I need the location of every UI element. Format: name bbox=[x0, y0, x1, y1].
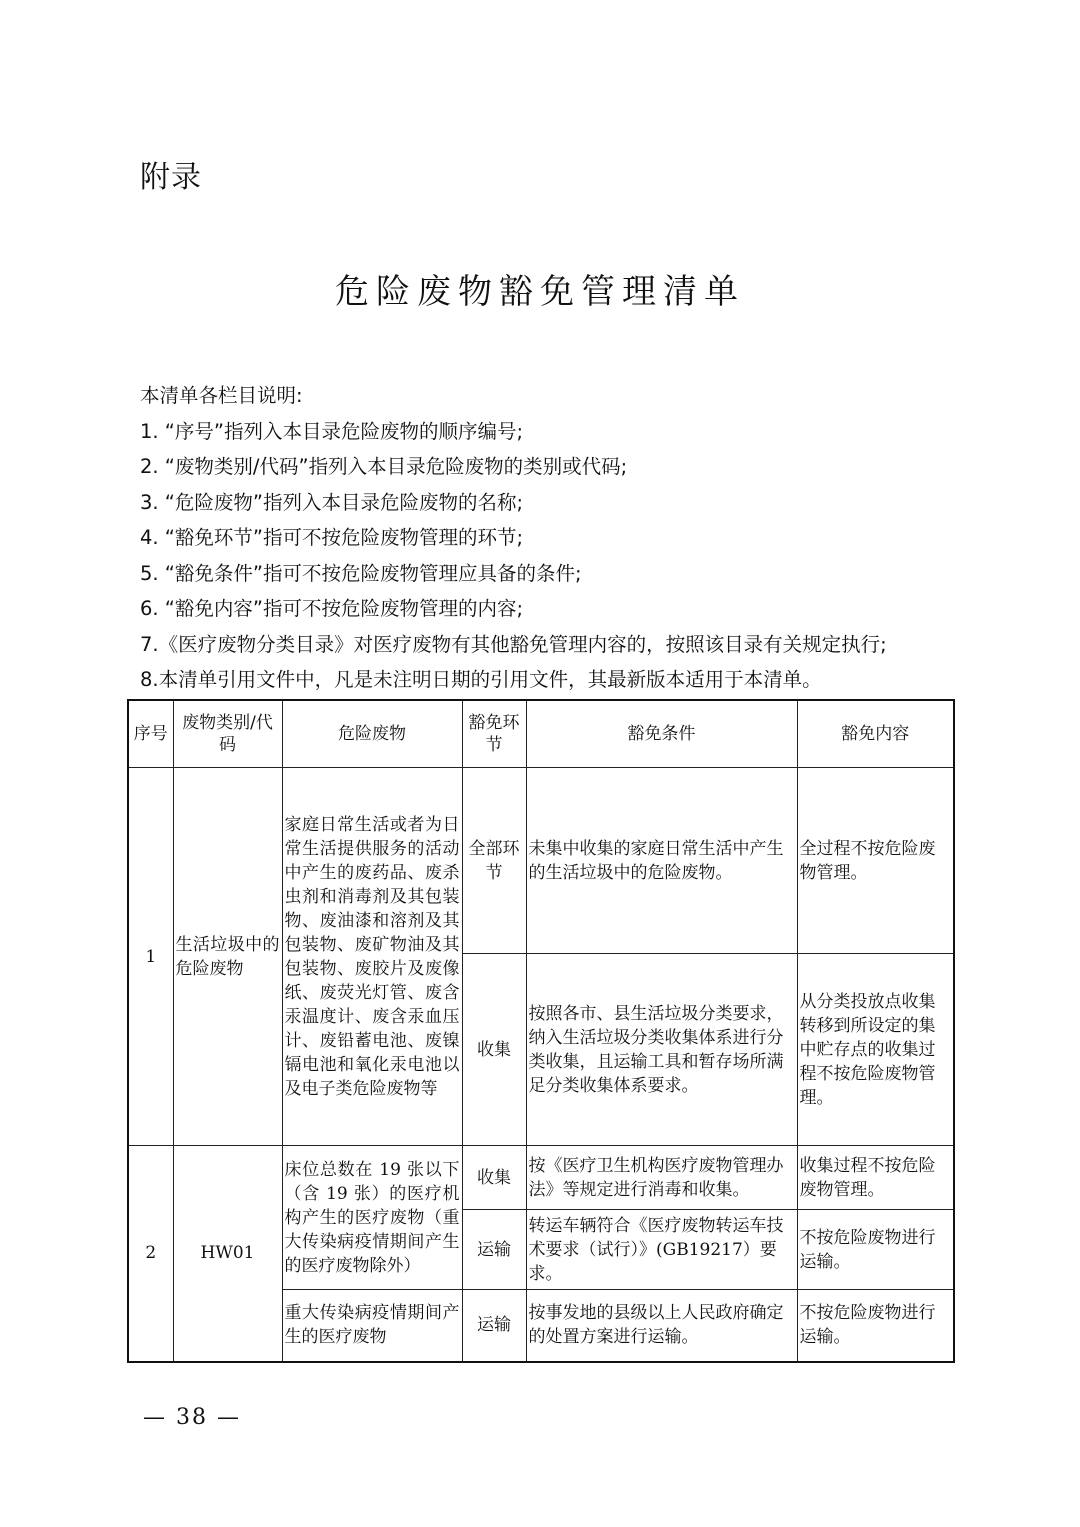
exemption-condition: 按《医疗卫生机构医疗废物管理办法》等规定进行消毒和收集。 bbox=[526, 1146, 797, 1210]
exemption-stage: 收集 bbox=[462, 1146, 526, 1210]
table-row bbox=[128, 1146, 954, 1210]
note-item: 4. “豁免环节”指可不按危险废物管理的环节; bbox=[140, 526, 524, 549]
note-item: 8.本清单引用文件中，凡是未注明日期的引用文件，其最新版本适用于本清单。 bbox=[140, 668, 822, 691]
column-notes bbox=[140, 378, 970, 698]
exemption-stage: 运输 bbox=[462, 1210, 526, 1290]
note-item: 1. “序号”指列入本目录危险废物的顺序编号; bbox=[140, 419, 524, 443]
note-item: 7.《医疗废物分类目录》对医疗废物有其他豁免管理内容的，按照该目录有关规定执行; bbox=[140, 632, 887, 656]
exemption-condition: 转运车辆符合《医疗废物转运车技术要求（试行）》(GB19217）要求。 bbox=[526, 1210, 797, 1290]
waste-category: 生活垃圾中的危险废物 bbox=[173, 768, 282, 1146]
header-content: 豁免内容 bbox=[797, 700, 954, 768]
note-item: 5. “豁免条件”指可不按危险废物管理应具备的条件; bbox=[140, 561, 582, 585]
page-title: 危险废物豁免管理清单 bbox=[335, 272, 745, 312]
exemption-content: 全过程不按危险废物管理。 bbox=[797, 768, 954, 954]
table-header-row bbox=[128, 700, 954, 768]
exemption-stage: 运输 bbox=[462, 1290, 526, 1362]
exemption-content: 不按危险废物进行运输。 bbox=[797, 1290, 954, 1362]
header-condition: 豁免条件 bbox=[526, 700, 797, 768]
exemption-table bbox=[127, 699, 955, 1363]
note-item: 6. “豁免内容”指可不按危险废物管理的内容; bbox=[140, 597, 524, 620]
exemption-stage: 全部环节 bbox=[462, 768, 526, 954]
header-category: 废物类别/代码 bbox=[173, 700, 282, 768]
row-number: 2 bbox=[128, 1146, 173, 1362]
exemption-content: 从分类投放点收集转移到所设定的集中贮存点的收集过程不按危险废物管理。 bbox=[797, 954, 954, 1146]
exemption-condition: 按照各市、县生活垃圾分类要求，纳入生活垃圾分类收集体系进行分类收集，且运输工具和暂存场所满足分类收集体系要求。 bbox=[526, 954, 797, 1146]
header-stage: 豁免环节 bbox=[462, 700, 526, 768]
note-item: 2. “废物类别/代码”指列入本目录危险废物的类别或代码; bbox=[140, 455, 628, 478]
waste-name: 家庭日常生活或者为日常生活提供服务的活动中产生的废药品、废杀虫剂和消毒剂及其包装物、废油漆和溶剂及其包装物、废矿物油及其包装物、废胶片及废像纸、废荧光灯管、废含汞温度计、废含汞血压计、废铅蓄电池、废镍镉电池和氧化汞电池以及电子类危险废物等 bbox=[282, 768, 462, 1146]
header-waste: 危险废物 bbox=[282, 700, 462, 768]
note-item: 3. “危险废物”指列入本目录危险废物的名称; bbox=[140, 490, 524, 514]
exemption-content: 收集过程不按危险废物管理。 bbox=[797, 1146, 954, 1210]
notes-intro: 本清单各栏目说明: bbox=[140, 384, 303, 407]
waste-name: 床位总数在 19 张以下（含 19 张）的医疗机构产生的医疗废物（重大传染病疫情期间产生的医疗废物除外） bbox=[282, 1146, 462, 1290]
header-no: 序号 bbox=[128, 700, 173, 768]
waste-name: 重大传染病疫情期间产生的医疗废物 bbox=[282, 1290, 462, 1362]
table-row bbox=[128, 768, 954, 954]
exemption-condition: 按事发地的县级以上人民政府确定的处置方案进行运输。 bbox=[526, 1290, 797, 1362]
waste-code: HW01 bbox=[173, 1146, 282, 1362]
exemption-stage: 收集 bbox=[462, 954, 526, 1146]
exemption-content: 不按危险废物进行运输。 bbox=[797, 1210, 954, 1290]
appendix-heading: 附录 bbox=[140, 160, 202, 195]
page-number: — 38 — bbox=[143, 1405, 241, 1430]
row-number: 1 bbox=[128, 768, 173, 1146]
exemption-condition: 未集中收集的家庭日常生活中产生的生活垃圾中的危险废物。 bbox=[526, 768, 797, 954]
